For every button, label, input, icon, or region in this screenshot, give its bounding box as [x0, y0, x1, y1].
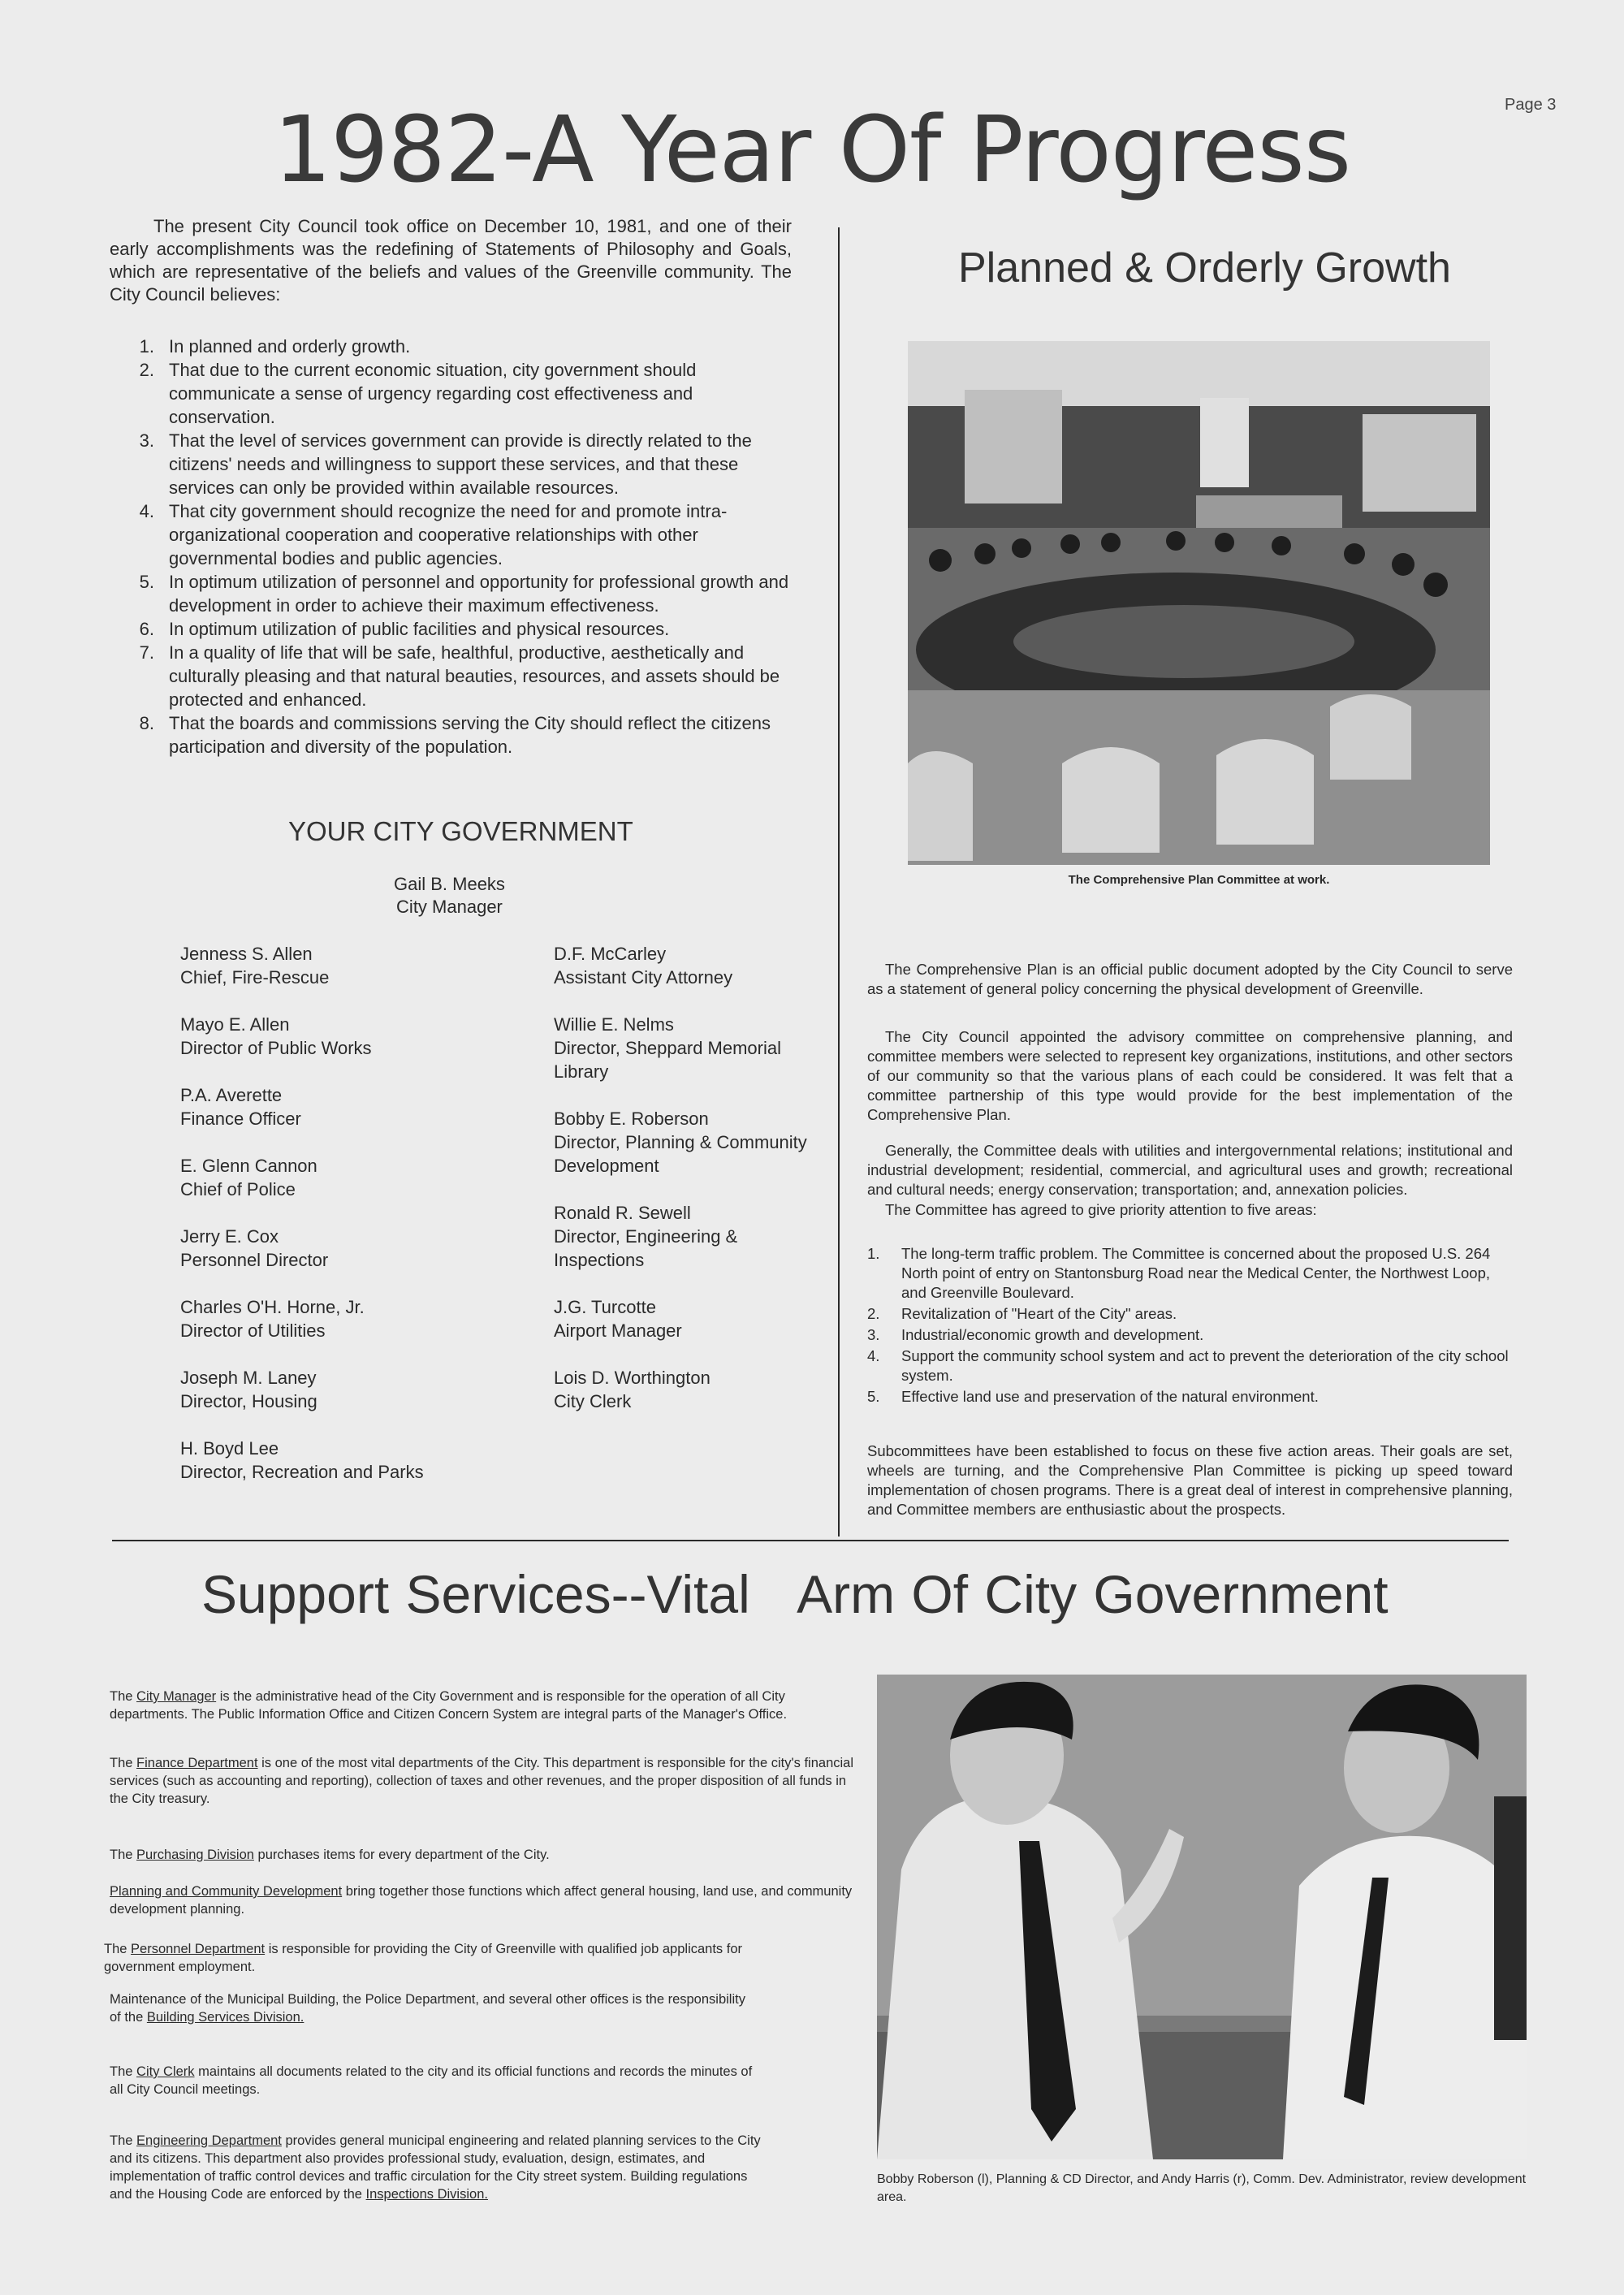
official-name: E. Glenn Cannon: [180, 1156, 317, 1176]
support-service-name: Building Services Division.: [146, 2010, 304, 2025]
belief-text: In optimum utilization of public facilities and physical resources.: [169, 619, 670, 639]
official-title: Chief of Police: [180, 1179, 296, 1199]
official-title: City Clerk: [554, 1391, 632, 1411]
official-entry: [180, 1437, 448, 1484]
official-entry: [554, 1107, 822, 1178]
support-service-name: Purchasing Division: [136, 1848, 254, 1862]
official-name: D.F. McCarley: [554, 944, 667, 964]
official-entry: [180, 942, 448, 989]
belief-number: 8.: [139, 713, 154, 733]
support-service-pre: The: [110, 2133, 137, 2148]
official-title: Airport Manager: [554, 1320, 682, 1341]
support-service-item: [110, 1754, 857, 1808]
belief-number: 7.: [139, 642, 154, 663]
support-service-desc: is the administrative head of the City Government and is responsible for the operation of all City departments. The Public Information Office and Citizen Concern System are integral parts of the Manager's Office.: [110, 1689, 788, 1722]
belief-item: [130, 711, 792, 759]
priority-areas-list: [867, 1244, 1513, 1408]
support-service-name: Planning and Community Development: [110, 1884, 343, 1899]
officials-right-column: [554, 942, 822, 1437]
belief-item: [130, 335, 792, 358]
official-entry: [180, 1154, 448, 1201]
official-entry: [554, 1366, 822, 1413]
belief-item: [130, 641, 792, 711]
plan-paragraph-5: Subcommittees have been established to focus on these five action areas. Their goals are set, wheels are turning, and the Comprehensive Plan Committee is picking up speed toward implementation of chosen programs. There is a great deal of interest in comprehensive planning, and Committee members are enthusiastic about the prospects.: [867, 1442, 1513, 1518]
official-entry: [554, 942, 822, 989]
official-entry: [180, 1295, 448, 1342]
support-service-desc: is responsible for providing the City of Greenville with qualified job applicants for government employment.: [104, 1942, 743, 1974]
official-entry: [180, 1366, 448, 1413]
support-service-desc: is one of the most vital departments of the City. This department is responsible for the city's financial services (such as accounting and reporting), collection of taxes and other revenues, and the proper disposition of all funds in the City treasury.: [110, 1756, 853, 1806]
official-title: Director, Sheppard Memorial Library: [554, 1038, 782, 1082]
priority-area-number: 3.: [867, 1326, 880, 1343]
priority-area-item: [867, 1244, 1513, 1303]
manager-title: City Manager: [396, 897, 503, 917]
official-name: Mayo E. Allen: [180, 1014, 290, 1035]
official-entry: [554, 1295, 822, 1342]
support-service-desc: maintains all documents related to the city and its official functions and records the minutes of all City Council meetings.: [110, 2064, 753, 2097]
official-name: J.G. Turcotte: [554, 1297, 656, 1317]
page-number: Page 3: [1505, 96, 1557, 114]
belief-item: [130, 617, 792, 641]
belief-text: That the level of services government can provide is directly related to the citizens' needs and willingness to support these services, and that these services can only be provided within available resources.: [169, 430, 752, 498]
belief-number: 5.: [139, 572, 154, 592]
official-entry: [180, 1225, 448, 1272]
belief-text: That the boards and commissions serving the City should reflect the citizens participation and diversity of the population.: [169, 713, 771, 757]
support-service-name: Finance Department: [136, 1756, 258, 1770]
committee-photo-image: [908, 341, 1490, 865]
plan-paragraph-4: The Committee has agreed to give priority attention to five areas:: [885, 1201, 1317, 1218]
support-service-name: City Clerk: [136, 2064, 195, 2079]
city-manager: [394, 873, 505, 918]
belief-number: 6.: [139, 619, 154, 639]
support-service-desc: purchases items for every department of the City.: [253, 1848, 550, 1862]
belief-number: 2.: [139, 360, 154, 380]
official-name: Willie E. Nelms: [554, 1014, 674, 1035]
official-name: Jenness S. Allen: [180, 944, 313, 964]
support-service-pre: The: [110, 2064, 137, 2079]
plan-paragraph-2: The City Council appointed the advisory committee on comprehensive planning, and committee members were selected to represent key organizations, institutions, and other sectors of our community so that the various plans of each could be considered. It was felt that a committee partnership of this type would provide for the best implementation of the Comprehensive Plan.: [867, 1028, 1513, 1123]
column-divider: [838, 227, 840, 1536]
planned-growth-title: Planned & Orderly Growth: [958, 244, 1451, 292]
official-title: Personnel Director: [180, 1250, 329, 1270]
belief-item: [130, 499, 792, 570]
official-title: Finance Officer: [180, 1109, 301, 1129]
belief-item: [130, 429, 792, 499]
official-name: Joseph M. Laney: [180, 1368, 317, 1388]
support-service-pre: Maintenance of the Municipal Building, the Police Department, and several other offices is the responsibility of the: [110, 1992, 745, 2025]
page-title: 1982-A Year Of Progress: [273, 97, 1351, 203]
official-title: Director, Planning & Community Development: [554, 1132, 807, 1176]
belief-text: That city government should recognize the need for and promote intra-organizational cooperation and cooperative relationships with other governmental bodies and public agencies.: [169, 501, 728, 568]
support-service-pre: The: [110, 1848, 137, 1862]
intro-paragraph: The present City Council took office on December 10, 1981, and one of their early accomplishments was the redefining of Statements of Philosophy and Goals, which are representative of the beliefs and values of the Greenville community. The City Council believes:: [110, 216, 792, 305]
official-title: Director of Utilities: [180, 1320, 326, 1341]
roberson-harris-photo: [877, 1675, 1527, 2159]
roberson-harris-photo-image: [877, 1675, 1527, 2159]
belief-item: [130, 358, 792, 429]
support-service-name: City Manager: [136, 1689, 217, 1704]
official-entry: [554, 1013, 822, 1083]
belief-text: In optimum utilization of personnel and opportunity for professional growth and development in order to achieve their maximum effectiveness.: [169, 572, 789, 616]
official-title: Assistant City Attorney: [554, 967, 733, 988]
support-service-name: Engineering Department: [136, 2133, 282, 2148]
official-title: Director, Recreation and Parks: [180, 1462, 424, 1482]
priority-area-number: 2.: [867, 1305, 880, 1322]
belief-item: [130, 570, 792, 617]
support-service-name-2: Inspections Division.: [365, 2187, 488, 2202]
official-name: Bobby E. Roberson: [554, 1109, 709, 1129]
official-name: P.A. Averette: [180, 1085, 283, 1105]
support-services-title: Support Services--Vital Arm Of City Government: [201, 1564, 1389, 1624]
committee-photo: [908, 341, 1490, 865]
support-service-desc: provides general municipal engineering and related planning services to the City and its citizens. This department also provides professional study, evaluation, design, estimates, and implementation of traffic control devices and traffic circulation for the City street system. Building regulations and the Housing Code are enforced by the: [110, 2133, 761, 2202]
official-title: Director, Engineering & Inspections: [554, 1226, 738, 1270]
support-service-pre: The: [110, 1689, 137, 1704]
official-title: Director, Housing: [180, 1391, 317, 1411]
official-name: H. Boyd Lee: [180, 1438, 279, 1459]
priority-area-text: The long-term traffic problem. The Committee is concerned about the proposed U.S. 264 North point of entry on Stantonsburg Road near the Medical Center, the Northwest Loop, and Greenville Boulevard.: [901, 1245, 1491, 1301]
official-title: Director of Public Works: [180, 1038, 372, 1058]
government-title: YOUR CITY GOVERNMENT: [288, 816, 633, 846]
official-entry: [180, 1013, 448, 1060]
support-service-item: [104, 1940, 754, 1976]
roberson-harris-photo-caption: Bobby Roberson (l), Planning & CD Director, and Andy Harris (r), Comm. Dev. Administrator, review development area.: [877, 2172, 1527, 2204]
priority-area-text: Support the community school system and act to prevent the deterioration of the city school system.: [901, 1347, 1509, 1384]
support-service-item: [110, 2063, 759, 2098]
support-service-name: Personnel Department: [131, 1942, 266, 1956]
support-service-item: [110, 1688, 857, 1723]
manager-name: Gail B. Meeks: [394, 874, 505, 894]
priority-area-text: Effective land use and preservation of the natural environment.: [901, 1388, 1319, 1405]
priority-area-item: [867, 1346, 1513, 1385]
belief-text: That due to the current economic situation, city government should communicate a sense of urgency regarding cost effectiveness and conservation.: [169, 360, 697, 427]
support-service-item: [110, 1846, 857, 1864]
beliefs-list: [130, 335, 792, 759]
support-service-pre: The: [110, 1756, 137, 1770]
section-divider: [112, 1540, 1509, 1541]
plan-paragraph-3: Generally, the Committee deals with utilities and intergovernmental relations; institutional and industrial development; residential, commercial, and agricultural uses and growth; recreational and cultural needs; energy conservation; transportation; and, annexation policies.: [867, 1142, 1513, 1198]
officials-left-column: [180, 942, 448, 1507]
official-name: Jerry E. Cox: [180, 1226, 279, 1247]
official-name: Ronald R. Sewell: [554, 1203, 691, 1223]
support-service-item: [110, 2132, 767, 2203]
committee-photo-caption: The Comprehensive Plan Committee at work.: [1068, 873, 1330, 887]
support-service-desc: bring together those functions which affect general housing, land use, and community development planning.: [110, 1884, 853, 1917]
official-name: Charles O'H. Horne, Jr.: [180, 1297, 365, 1317]
belief-text: In planned and orderly growth.: [169, 336, 411, 357]
official-entry: [554, 1201, 822, 1272]
belief-number: 3.: [139, 430, 154, 451]
support-service-item: [110, 1990, 759, 2026]
official-title: Chief, Fire-Rescue: [180, 967, 330, 988]
official-entry: [180, 1083, 448, 1130]
priority-area-number: 1.: [867, 1245, 880, 1262]
belief-number: 1.: [139, 336, 154, 357]
priority-area-item: [867, 1304, 1513, 1324]
belief-text: In a quality of life that will be safe, healthful, productive, aesthetically and culturally pleasing and that natural beauties, resources, and assets should be protected and enhanced.: [169, 642, 780, 710]
priority-area-item: [867, 1387, 1513, 1407]
support-service-item: [110, 1882, 857, 1918]
priority-area-item: [867, 1325, 1513, 1345]
priority-area-text: Industrial/economic growth and development.: [901, 1326, 1204, 1343]
plan-paragraph-1: The Comprehensive Plan is an official public document adopted by the City Council to serve as a statement of general policy concerning the physical development of Greenville.: [867, 961, 1513, 997]
priority-area-number: 5.: [867, 1388, 880, 1405]
priority-area-text: Revitalization of "Heart of the City" areas.: [901, 1305, 1177, 1322]
priority-area-number: 4.: [867, 1347, 880, 1364]
official-name: Lois D. Worthington: [554, 1368, 710, 1388]
support-service-pre: The: [104, 1942, 132, 1956]
belief-number: 4.: [139, 501, 154, 521]
